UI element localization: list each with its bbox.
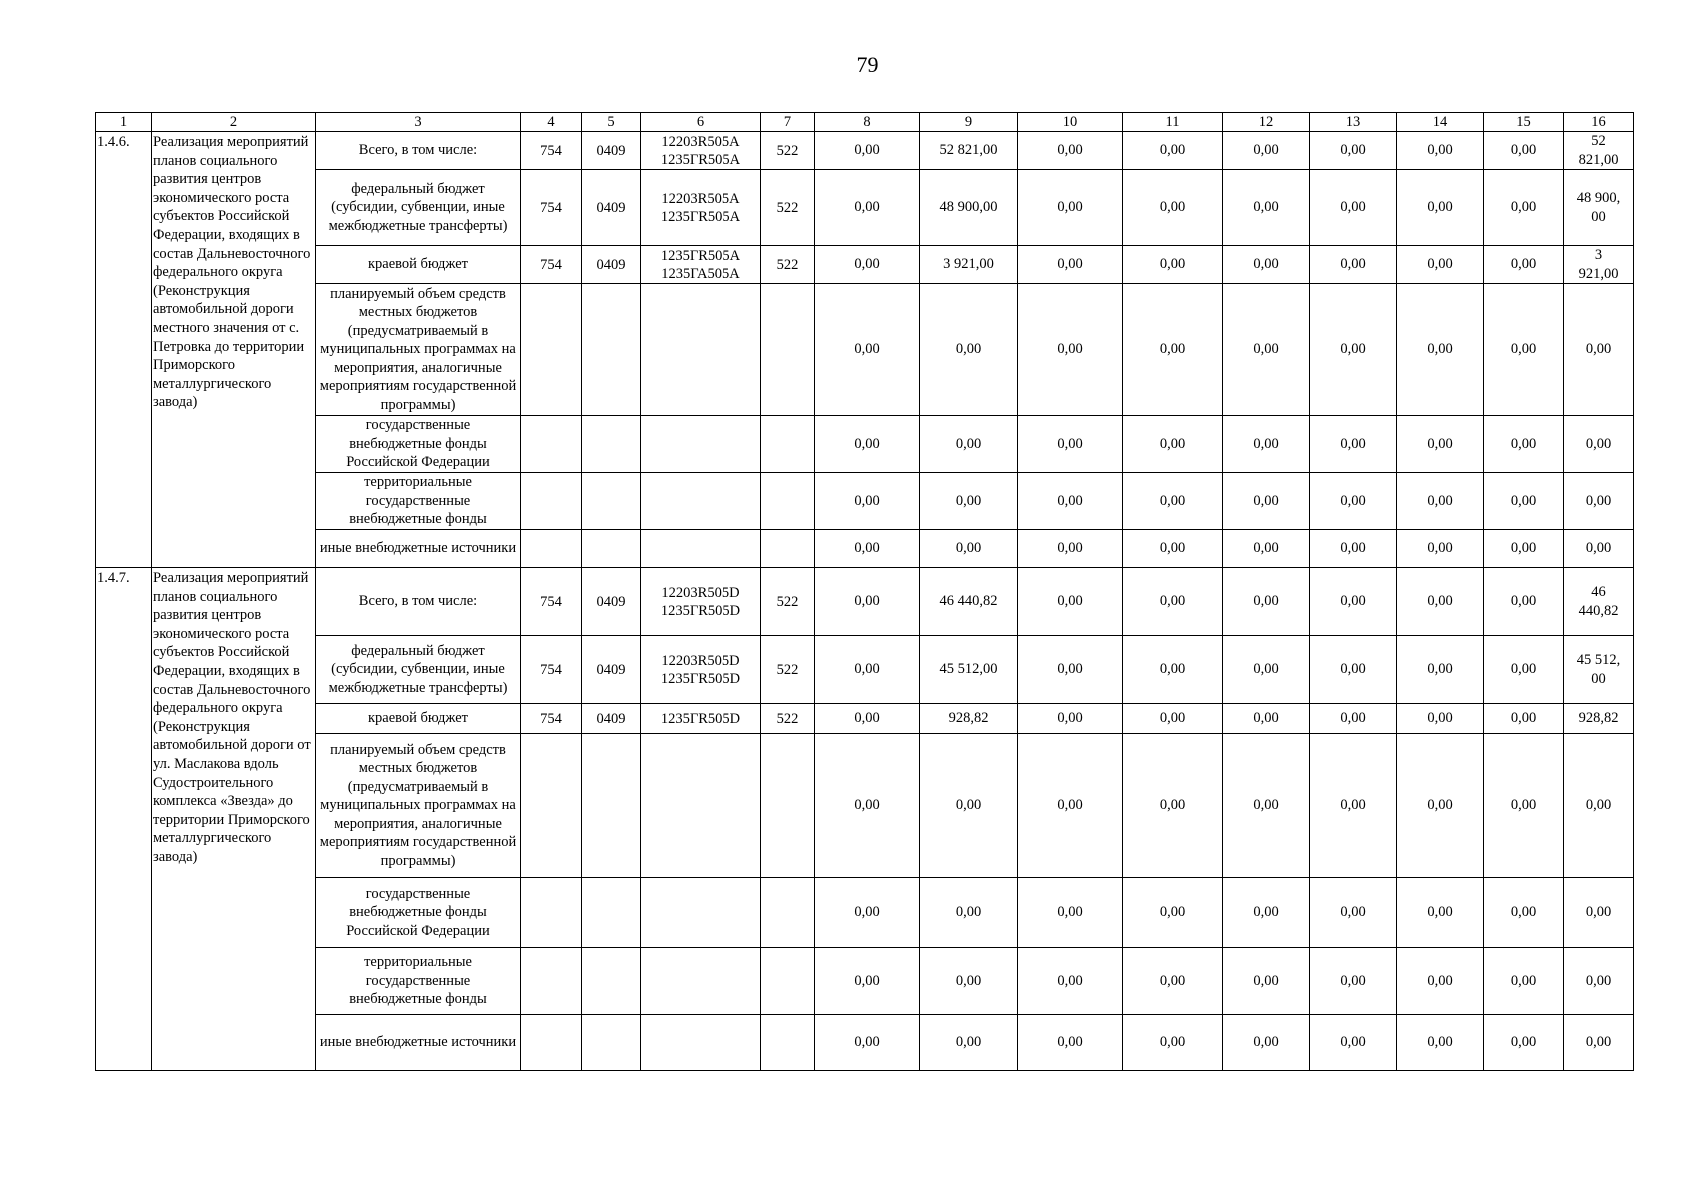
value-cell: 0,00 bbox=[1018, 948, 1123, 1015]
header-cell: 13 bbox=[1310, 113, 1397, 132]
value-cell: 0,00 bbox=[815, 1015, 920, 1071]
code-column-6 bbox=[641, 530, 761, 568]
code-column-5: 0409 bbox=[582, 246, 641, 284]
code-column-4: 754 bbox=[521, 636, 582, 704]
header-cell: 15 bbox=[1484, 113, 1564, 132]
table-row bbox=[96, 170, 1634, 246]
value-cell: 0,00 bbox=[1484, 170, 1564, 246]
code-column-7: 522 bbox=[761, 568, 815, 636]
code-column-6: 12203R505A 1235ГR505A bbox=[641, 170, 761, 246]
item-name: Реализация мероприятий планов социального развития центров экономического роста субъектов Российской Федерации, входящих в состав Дальневосточного федерального округа (Реконструкция автомобильной дороги местного значения от с. Петровка до территории Приморского металлургического завода) bbox=[152, 132, 316, 568]
code-column-7: 522 bbox=[761, 704, 815, 734]
header-cell: 6 bbox=[641, 113, 761, 132]
header-cell: 4 bbox=[521, 113, 582, 132]
value-cell: 0,00 bbox=[920, 473, 1018, 530]
value-cell: 0,00 bbox=[1397, 530, 1484, 568]
code-column-5: 0409 bbox=[582, 636, 641, 704]
value-cell: 928,82 bbox=[1564, 704, 1634, 734]
value-cell: 0,00 bbox=[815, 530, 920, 568]
code-column-5: 0409 bbox=[582, 170, 641, 246]
value-cell: 0,00 bbox=[1310, 132, 1397, 170]
value-cell: 0,00 bbox=[1564, 284, 1634, 416]
value-cell: 0,00 bbox=[1123, 132, 1223, 170]
value-cell: 0,00 bbox=[1018, 1015, 1123, 1071]
value-cell: 0,00 bbox=[1310, 530, 1397, 568]
code-column-7 bbox=[761, 948, 815, 1015]
code-column-4: 754 bbox=[521, 246, 582, 284]
value-cell: 0,00 bbox=[1484, 530, 1564, 568]
value-cell: 0,00 bbox=[1397, 948, 1484, 1015]
header-cell: 2 bbox=[152, 113, 316, 132]
table-row bbox=[96, 416, 1634, 473]
code-column-5: 0409 bbox=[582, 132, 641, 170]
code-column-5 bbox=[582, 416, 641, 473]
value-cell: 0,00 bbox=[1310, 473, 1397, 530]
value-cell: 0,00 bbox=[1123, 416, 1223, 473]
value-cell: 52 821,00 bbox=[920, 132, 1018, 170]
value-cell: 0,00 bbox=[815, 246, 920, 284]
header-cell: 16 bbox=[1564, 113, 1634, 132]
value-cell: 0,00 bbox=[1223, 734, 1310, 878]
value-cell: 52 821,00 bbox=[1564, 132, 1634, 170]
code-column-7: 522 bbox=[761, 132, 815, 170]
value-cell: 0,00 bbox=[1123, 704, 1223, 734]
funding-source: государственные внебюджетные фонды Российской Федерации bbox=[316, 878, 521, 948]
code-column-7: 522 bbox=[761, 170, 815, 246]
value-cell: 0,00 bbox=[1123, 568, 1223, 636]
value-cell: 0,00 bbox=[815, 734, 920, 878]
value-cell: 0,00 bbox=[1223, 132, 1310, 170]
value-cell: 0,00 bbox=[1484, 416, 1564, 473]
value-cell: 0,00 bbox=[1018, 473, 1123, 530]
value-cell: 0,00 bbox=[1484, 568, 1564, 636]
value-cell: 0,00 bbox=[1018, 246, 1123, 284]
table-row bbox=[96, 132, 1634, 170]
value-cell: 0,00 bbox=[1223, 284, 1310, 416]
code-column-4 bbox=[521, 416, 582, 473]
code-column-6 bbox=[641, 948, 761, 1015]
value-cell: 0,00 bbox=[1310, 1015, 1397, 1071]
value-cell: 928,82 bbox=[920, 704, 1018, 734]
funding-source: краевой бюджет bbox=[316, 246, 521, 284]
value-cell: 0,00 bbox=[1018, 530, 1123, 568]
value-cell: 0,00 bbox=[920, 530, 1018, 568]
value-cell: 0,00 bbox=[1397, 1015, 1484, 1071]
value-cell: 46 440,82 bbox=[920, 568, 1018, 636]
item-number: 1.4.7. bbox=[96, 568, 152, 1071]
funding-source: планируемый объем средств местных бюджетов (предусматриваемый в муниципальных программах на мероприятия, аналогичные мероприятиям государственной программы) bbox=[316, 284, 521, 416]
value-cell: 0,00 bbox=[1564, 473, 1634, 530]
value-cell: 0,00 bbox=[1484, 636, 1564, 704]
value-cell: 3 921,00 bbox=[920, 246, 1018, 284]
value-cell: 0,00 bbox=[1564, 948, 1634, 1015]
header-cell: 14 bbox=[1397, 113, 1484, 132]
code-column-5: 0409 bbox=[582, 704, 641, 734]
table-row bbox=[96, 948, 1634, 1015]
value-cell: 0,00 bbox=[920, 416, 1018, 473]
value-cell: 0,00 bbox=[1123, 948, 1223, 1015]
value-cell: 0,00 bbox=[1484, 246, 1564, 284]
value-cell: 0,00 bbox=[1484, 132, 1564, 170]
table-row bbox=[96, 636, 1634, 704]
value-cell: 0,00 bbox=[1223, 530, 1310, 568]
code-column-6: 1235ГR505A 1235ГА505А bbox=[641, 246, 761, 284]
value-cell: 0,00 bbox=[1484, 1015, 1564, 1071]
code-column-7 bbox=[761, 530, 815, 568]
value-cell: 0,00 bbox=[1223, 170, 1310, 246]
value-cell: 0,00 bbox=[920, 948, 1018, 1015]
header-cell: 1 bbox=[96, 113, 152, 132]
value-cell: 0,00 bbox=[1223, 704, 1310, 734]
value-cell: 0,00 bbox=[1564, 416, 1634, 473]
header-cell: 8 bbox=[815, 113, 920, 132]
budget-table bbox=[95, 112, 1634, 1071]
code-column-6: 1235ГR505D bbox=[641, 704, 761, 734]
value-cell: 0,00 bbox=[1223, 636, 1310, 704]
value-cell: 0,00 bbox=[1310, 284, 1397, 416]
header-cell: 11 bbox=[1123, 113, 1223, 132]
funding-source: иные внебюджетные источники bbox=[316, 530, 521, 568]
value-cell: 0,00 bbox=[1223, 473, 1310, 530]
code-column-4 bbox=[521, 530, 582, 568]
value-cell: 0,00 bbox=[1484, 284, 1564, 416]
value-cell: 0,00 bbox=[1397, 132, 1484, 170]
value-cell: 46 440,82 bbox=[1564, 568, 1634, 636]
table-row bbox=[96, 704, 1634, 734]
funding-source: территориальные государственные внебюджетные фонды bbox=[316, 473, 521, 530]
code-column-7 bbox=[761, 734, 815, 878]
value-cell: 0,00 bbox=[1310, 568, 1397, 636]
value-cell: 0,00 bbox=[1310, 246, 1397, 284]
value-cell: 0,00 bbox=[1223, 246, 1310, 284]
header-cell: 9 bbox=[920, 113, 1018, 132]
funding-source: планируемый объем средств местных бюджетов (предусматриваемый в муниципальных программах на мероприятия, аналогичные мероприятиям государственной программы) bbox=[316, 734, 521, 878]
value-cell: 0,00 bbox=[1397, 416, 1484, 473]
code-column-5 bbox=[582, 530, 641, 568]
value-cell: 0,00 bbox=[1397, 473, 1484, 530]
code-column-7 bbox=[761, 473, 815, 530]
table-row bbox=[96, 734, 1634, 878]
value-cell: 0,00 bbox=[1123, 878, 1223, 948]
code-column-6: 12203R505D 1235ГR505D bbox=[641, 568, 761, 636]
value-cell: 0,00 bbox=[1397, 878, 1484, 948]
value-cell: 0,00 bbox=[1397, 636, 1484, 704]
value-cell: 0,00 bbox=[1018, 284, 1123, 416]
code-column-5 bbox=[582, 284, 641, 416]
code-column-5 bbox=[582, 948, 641, 1015]
table-row bbox=[96, 246, 1634, 284]
value-cell: 0,00 bbox=[1397, 170, 1484, 246]
code-column-4: 754 bbox=[521, 170, 582, 246]
value-cell: 0,00 bbox=[1123, 473, 1223, 530]
item-name: Реализация мероприятий планов социального развития центров экономического роста субъектов Российской Федерации, входящих в состав Дальневосточного федерального округа (Реконструкция автомобильной дороги от ул. Маслакова вдоль Судостроительного комплекса «Звезда» до территории Приморского металлургического завода) bbox=[152, 568, 316, 1071]
value-cell: 0,00 bbox=[1484, 878, 1564, 948]
value-cell: 0,00 bbox=[815, 132, 920, 170]
value-cell: 0,00 bbox=[1310, 170, 1397, 246]
code-column-4 bbox=[521, 1015, 582, 1071]
value-cell: 0,00 bbox=[1564, 734, 1634, 878]
value-cell: 0,00 bbox=[815, 416, 920, 473]
value-cell: 0,00 bbox=[1123, 246, 1223, 284]
value-cell: 0,00 bbox=[1484, 734, 1564, 878]
value-cell: 0,00 bbox=[1223, 948, 1310, 1015]
code-column-7 bbox=[761, 416, 815, 473]
value-cell: 0,00 bbox=[1018, 734, 1123, 878]
code-column-5 bbox=[582, 878, 641, 948]
header-cell: 3 bbox=[316, 113, 521, 132]
code-column-6 bbox=[641, 473, 761, 530]
table-row bbox=[96, 568, 1634, 636]
code-column-4 bbox=[521, 948, 582, 1015]
value-cell: 0,00 bbox=[1123, 734, 1223, 878]
funding-source: Всего, в том числе: bbox=[316, 568, 521, 636]
value-cell: 3 921,00 bbox=[1564, 246, 1634, 284]
value-cell: 0,00 bbox=[1484, 948, 1564, 1015]
value-cell: 0,00 bbox=[920, 878, 1018, 948]
value-cell: 0,00 bbox=[815, 568, 920, 636]
code-column-6 bbox=[641, 734, 761, 878]
funding-source: Всего, в том числе: bbox=[316, 132, 521, 170]
code-column-6 bbox=[641, 878, 761, 948]
value-cell: 0,00 bbox=[1310, 636, 1397, 704]
code-column-4 bbox=[521, 284, 582, 416]
value-cell: 0,00 bbox=[1564, 1015, 1634, 1071]
code-column-6: 12203R505D 1235ГR505D bbox=[641, 636, 761, 704]
table-row bbox=[96, 473, 1634, 530]
code-column-4 bbox=[521, 734, 582, 878]
funding-source: краевой бюджет bbox=[316, 704, 521, 734]
code-column-4: 754 bbox=[521, 132, 582, 170]
value-cell: 0,00 bbox=[1310, 704, 1397, 734]
funding-source: федеральный бюджет (субсидии, субвенции, иные межбюджетные трансферты) bbox=[316, 636, 521, 704]
table-row bbox=[96, 530, 1634, 568]
value-cell: 0,00 bbox=[815, 948, 920, 1015]
value-cell: 0,00 bbox=[1310, 878, 1397, 948]
header-cell: 7 bbox=[761, 113, 815, 132]
value-cell: 0,00 bbox=[815, 170, 920, 246]
value-cell: 0,00 bbox=[1018, 132, 1123, 170]
value-cell: 0,00 bbox=[1564, 878, 1634, 948]
value-cell: 0,00 bbox=[1018, 416, 1123, 473]
value-cell: 45 512,00 bbox=[920, 636, 1018, 704]
value-cell: 0,00 bbox=[1397, 246, 1484, 284]
code-column-4: 754 bbox=[521, 568, 582, 636]
value-cell: 0,00 bbox=[1310, 948, 1397, 1015]
value-cell: 0,00 bbox=[1310, 734, 1397, 878]
code-column-4: 754 bbox=[521, 704, 582, 734]
value-cell: 0,00 bbox=[1018, 170, 1123, 246]
value-cell: 0,00 bbox=[815, 878, 920, 948]
value-cell: 0,00 bbox=[1397, 734, 1484, 878]
value-cell: 0,00 bbox=[1223, 1015, 1310, 1071]
funding-source: государственные внебюджетные фонды Российской Федерации bbox=[316, 416, 521, 473]
value-cell: 0,00 bbox=[1018, 878, 1123, 948]
code-column-6 bbox=[641, 416, 761, 473]
value-cell: 48 900,00 bbox=[920, 170, 1018, 246]
item-number: 1.4.6. bbox=[96, 132, 152, 568]
value-cell: 0,00 bbox=[1123, 1015, 1223, 1071]
value-cell: 0,00 bbox=[920, 284, 1018, 416]
header-row bbox=[96, 113, 1634, 132]
value-cell: 45 512, 00 bbox=[1564, 636, 1634, 704]
value-cell: 0,00 bbox=[1123, 530, 1223, 568]
code-column-7 bbox=[761, 878, 815, 948]
value-cell: 0,00 bbox=[1223, 568, 1310, 636]
value-cell: 0,00 bbox=[1123, 636, 1223, 704]
code-column-5 bbox=[582, 1015, 641, 1071]
code-column-5 bbox=[582, 473, 641, 530]
value-cell: 0,00 bbox=[920, 734, 1018, 878]
value-cell: 0,00 bbox=[1397, 704, 1484, 734]
value-cell: 0,00 bbox=[1484, 473, 1564, 530]
value-cell: 0,00 bbox=[1018, 704, 1123, 734]
value-cell: 0,00 bbox=[1018, 636, 1123, 704]
table-row bbox=[96, 284, 1634, 416]
header-cell: 5 bbox=[582, 113, 641, 132]
code-column-7: 522 bbox=[761, 246, 815, 284]
code-column-6 bbox=[641, 284, 761, 416]
page-number: 79 bbox=[856, 52, 879, 77]
value-cell: 48 900, 00 bbox=[1564, 170, 1634, 246]
code-column-4 bbox=[521, 878, 582, 948]
value-cell: 0,00 bbox=[1123, 170, 1223, 246]
value-cell: 0,00 bbox=[1397, 568, 1484, 636]
value-cell: 0,00 bbox=[815, 473, 920, 530]
value-cell: 0,00 bbox=[815, 636, 920, 704]
value-cell: 0,00 bbox=[1484, 704, 1564, 734]
value-cell: 0,00 bbox=[1397, 284, 1484, 416]
value-cell: 0,00 bbox=[1018, 568, 1123, 636]
header-cell: 12 bbox=[1223, 113, 1310, 132]
value-cell: 0,00 bbox=[1310, 416, 1397, 473]
code-column-5 bbox=[582, 734, 641, 878]
code-column-7: 522 bbox=[761, 636, 815, 704]
code-column-6 bbox=[641, 1015, 761, 1071]
value-cell: 0,00 bbox=[1223, 878, 1310, 948]
table-row bbox=[96, 1015, 1634, 1071]
value-cell: 0,00 bbox=[1564, 530, 1634, 568]
value-cell: 0,00 bbox=[920, 1015, 1018, 1071]
code-column-7 bbox=[761, 284, 815, 416]
code-column-6: 12203R505A 1235ГR505A bbox=[641, 132, 761, 170]
value-cell: 0,00 bbox=[1123, 284, 1223, 416]
code-column-4 bbox=[521, 473, 582, 530]
header-cell: 10 bbox=[1018, 113, 1123, 132]
table-row bbox=[96, 878, 1634, 948]
value-cell: 0,00 bbox=[1223, 416, 1310, 473]
funding-source: иные внебюджетные источники bbox=[316, 1015, 521, 1071]
code-column-7 bbox=[761, 1015, 815, 1071]
code-column-5: 0409 bbox=[582, 568, 641, 636]
value-cell: 0,00 bbox=[815, 704, 920, 734]
funding-source: федеральный бюджет (субсидии, субвенции, иные межбюджетные трансферты) bbox=[316, 170, 521, 246]
funding-source: территориальные государственные внебюджетные фонды bbox=[316, 948, 521, 1015]
value-cell: 0,00 bbox=[815, 284, 920, 416]
